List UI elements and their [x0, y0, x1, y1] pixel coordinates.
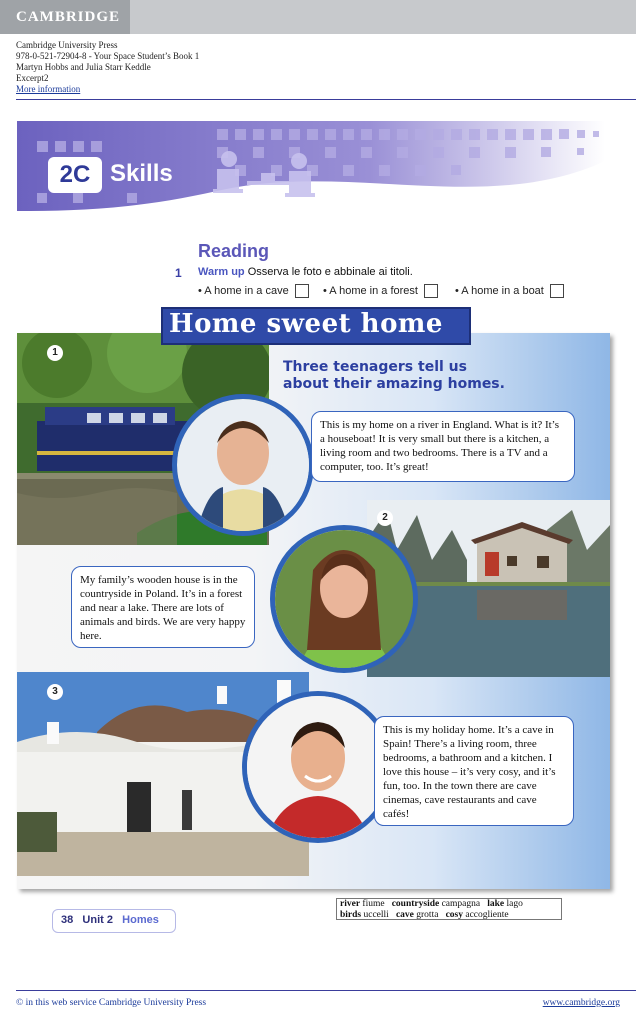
page-tab	[52, 909, 176, 933]
gloss-it: accogliente	[465, 910, 509, 920]
checkbox[interactable]	[424, 284, 438, 298]
task-text: Osserva le foto e abbinale ai titoli.	[247, 266, 413, 278]
article-title-text: Home sweet home	[169, 309, 443, 339]
boy-portrait-1	[172, 394, 314, 536]
option-label: • A home in a boat	[455, 285, 544, 297]
gloss-it: uccelli	[363, 910, 389, 920]
speech-bubble-1: This is my home on a river in England. What is it? It’s a houseboat! It is very small but there is a kitchen, a living room and two bedrooms. There is a TV and a computer, too. It’s great!	[311, 411, 575, 482]
option-label: • A home in a forest	[323, 285, 418, 297]
page-number: 38	[61, 914, 74, 926]
option-boat	[455, 284, 564, 298]
lesson-number: 2C	[48, 157, 102, 193]
page-tab-text	[61, 914, 159, 926]
article-title	[161, 307, 471, 345]
lesson-heading	[48, 157, 180, 195]
copyright-link[interactable]: © in this web service Cambridge University Press	[16, 998, 207, 1008]
girl-portrait	[270, 525, 418, 673]
cambridge-logo: CAMBRIDGE	[16, 9, 121, 25]
checkbox[interactable]	[550, 284, 564, 298]
lesson-title: Skills	[110, 160, 173, 187]
task-number: 1	[175, 266, 182, 280]
website-link[interactable]: www.cambridge.org	[542, 998, 620, 1008]
meta-line: Cambridge University Press	[16, 40, 118, 50]
more-information-link[interactable]: More information	[16, 84, 81, 94]
topic-label: Homes	[122, 914, 159, 926]
task-instruction	[198, 266, 413, 278]
task-label: Warm up	[198, 266, 245, 278]
gloss-en: cave	[395, 910, 414, 920]
option-forest	[323, 284, 438, 298]
speech-bubble-2: My family’s wooden house is in the countryside in Poland. It’s in a forest and near a lake. There are lots of animals and birds. We are very happy here.	[71, 566, 255, 648]
gloss-it: lago	[506, 899, 523, 909]
speech-bubble-3: This is my holiday home. It’s a cave in Spain! There’s a living room, three bedrooms, a bathroom and a kitchen. I love this house – it’s very cosy, and it’s fun, too. In the town there are cave cinemas, cave restaurants and cave cafés!	[374, 716, 574, 826]
gloss-it: fiume	[362, 899, 385, 909]
logo-box	[0, 0, 130, 34]
option-label: • A home in a cave	[198, 285, 289, 297]
glossary-box	[336, 898, 562, 920]
footer-divider	[16, 990, 636, 991]
meta-line: 978-0-521-72904-8 - Your Space Student’s Book 1	[16, 51, 200, 61]
gloss-it: grotta	[416, 910, 439, 920]
reading-heading: Reading	[198, 241, 270, 261]
checkbox[interactable]	[295, 284, 309, 298]
photo-number-2: 2	[377, 510, 393, 526]
article-intro: Three teenagers tell us about their amazing homes.	[283, 359, 505, 392]
option-cave	[198, 284, 309, 298]
gloss-en: cosy	[445, 910, 463, 920]
gloss-en: lake	[487, 899, 505, 909]
glossary-row	[340, 910, 558, 921]
meta-line: Martyn Hobbs and Julia Starr Keddle	[16, 62, 151, 72]
photo-number-3: 3	[47, 684, 63, 700]
boy-portrait-2	[242, 691, 394, 843]
gloss-en: river	[340, 899, 361, 909]
photo-number-1: 1	[47, 345, 63, 361]
gloss-it: campagna	[441, 899, 481, 909]
header-divider	[16, 99, 636, 100]
glossary-row	[340, 899, 558, 910]
book-metadata	[16, 40, 199, 95]
gloss-en: birds	[340, 910, 362, 920]
gloss-en: countryside	[391, 899, 440, 909]
meta-line: Excerpt2	[16, 73, 49, 83]
top-bar	[0, 0, 636, 34]
unit-label: Unit 2	[82, 914, 113, 926]
